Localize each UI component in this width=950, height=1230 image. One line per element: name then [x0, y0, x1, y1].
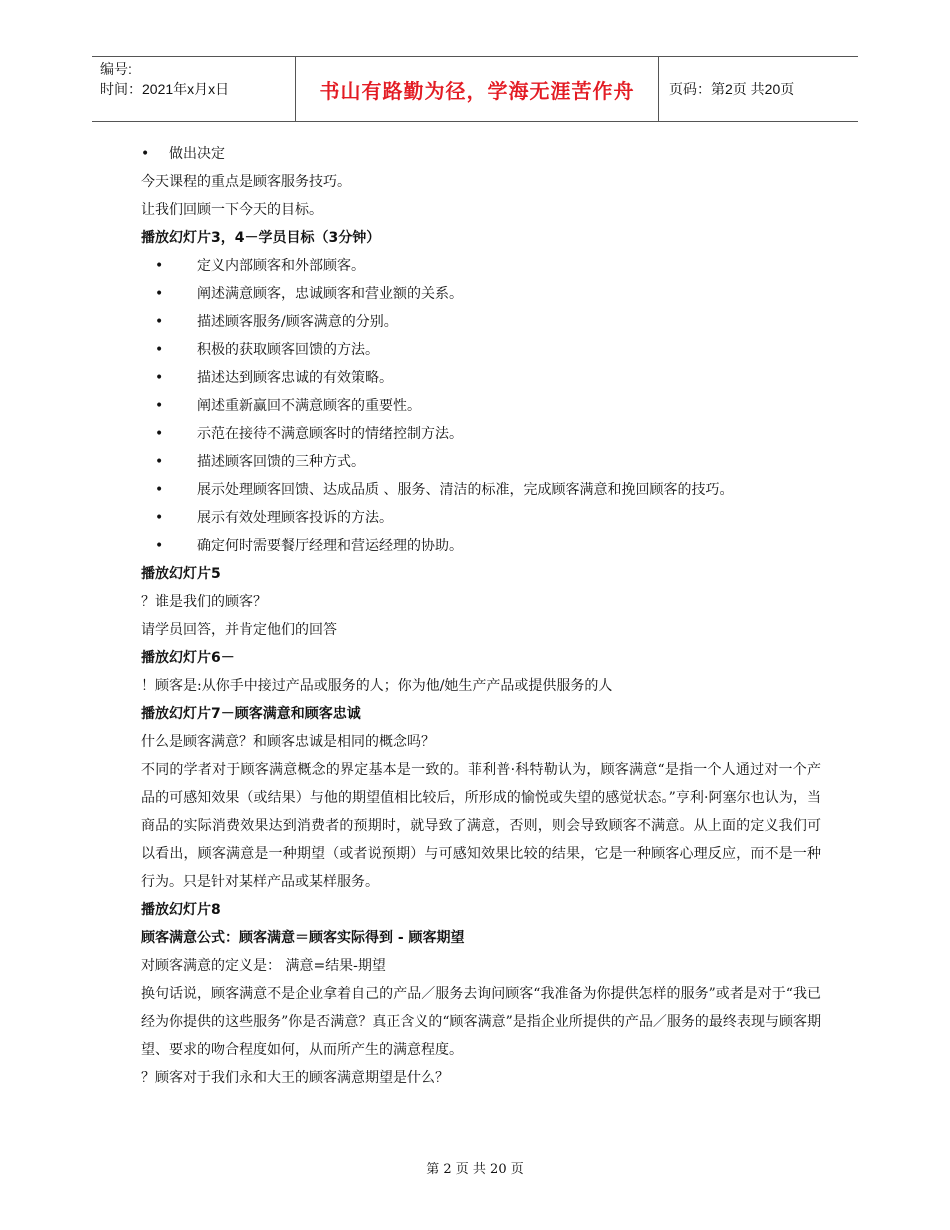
section-heading: 顾客满意公式：顾客满意＝顾客实际得到 - 顾客期望	[141, 930, 465, 946]
goals-list	[141, 252, 821, 560]
list-item: • 描述达到顾客忠诚的有效策略。	[141, 364, 821, 392]
paragraph: ！顾客是:从你手中接过产品或服务的人；你为他/她生产产品或提供服务的人	[141, 678, 613, 694]
list-item: • 描述顾客回馈的三种方式。	[141, 448, 821, 476]
header-meta	[92, 57, 295, 121]
section-heading: 播放幻灯片6－	[141, 650, 235, 666]
paragraph: 换句话说，顾客满意不是企业拿着自己的产品／服务去询问顾客“我准备为你提供怎样的服务”或者是对于“我已经为你提供的这些服务”你是否满意？真正含义的“顾客满意”是指企业所提供的产品／服务的最终表现与顾客期望、要求的吻合程度如何，从而所产生的满意程度。	[141, 986, 821, 1058]
paragraph: 什么是顾客满意？和顾客忠诚是相同的概念吗？	[141, 734, 435, 750]
page-header	[92, 56, 858, 122]
paragraph: 对顾客满意的定义是： 满意=结果-期望	[141, 958, 386, 974]
bullet-icon: •	[141, 146, 150, 162]
bullet-icon: •	[155, 426, 164, 442]
paragraph: 不同的学者对于顾客满意概念的界定基本是一致的。菲利普·科特勒认为，顾客满意“是指一个人通过对一个产品的可感知效果（或结果）与他的期望值相比较后，所形成的愉悦或失望的感觉状态。”亨利·阿塞尔也认为，当商品的实际消费效果达到消费者的预期时，就导致了满意，否则，则会导致顾客不满意。从上面的定义我们可以看出，顾客满意是一种期望（或者说预期）与可感知效果比较的结果，它是一种顾客心理反应，而不是一种行为。只是针对某样产品或某样服务。	[141, 762, 821, 890]
motto: 书山有路勤为径，学海无涯苦作舟	[295, 57, 659, 121]
bullet-icon: •	[155, 314, 164, 330]
bullet-icon: •	[155, 454, 164, 470]
section-heading: 播放幻灯片7－顾客满意和顾客忠诚	[141, 706, 361, 722]
bullet-icon: •	[155, 538, 164, 554]
number-label: 编号:	[100, 61, 132, 77]
paragraph: 请学员回答，并肯定他们的回答	[141, 622, 337, 638]
bullet-icon: •	[155, 258, 164, 274]
list-item: • 积极的获取顾客回馈的方法。	[141, 336, 821, 364]
list-item: • 做出决定	[141, 140, 821, 168]
list-item: • 阐述重新赢回不满意顾客的重要性。	[141, 392, 821, 420]
list-item: • 展示有效处理顾客投诉的方法。	[141, 504, 821, 532]
section-heading: 播放幻灯片5	[141, 566, 221, 582]
bullet-icon: •	[155, 286, 164, 302]
time-label: 时间：2021年x月x日	[100, 81, 230, 97]
section-heading: 播放幻灯片8	[141, 902, 221, 918]
bullet-icon: •	[155, 398, 164, 414]
list-item: • 展示处理顾客回馈、达成品质 、服务、清洁的标准，完成顾客满意和挽回顾客的技巧。	[141, 476, 821, 504]
bullet-icon: •	[155, 342, 164, 358]
page-footer: 第 2 页 共 20 页	[426, 1162, 524, 1177]
list-item: • 确定何时需要餐厅经理和营运经理的协助。	[141, 532, 821, 560]
document-body	[141, 140, 821, 1092]
list-item: • 定义内部顾客和外部顾客。	[141, 252, 821, 280]
paragraph: ？谁是我们的顾客？	[141, 594, 267, 610]
bullet-icon: •	[155, 370, 164, 386]
section-heading: 播放幻灯片3，4－学员目标（3分钟）	[141, 230, 381, 246]
paragraph: 让我们回顾一下今天的目标。	[141, 202, 323, 218]
page-indicator: 页码：第2页 共20页	[669, 81, 795, 97]
paragraph: ？顾客对于我们永和大王的顾客满意期望是什么？	[141, 1070, 449, 1086]
list-item: • 阐述满意顾客，忠诚顾客和营业额的关系。	[141, 280, 821, 308]
bullet-icon: •	[155, 482, 164, 498]
list-item: • 示范在接待不满意顾客时的情绪控制方法。	[141, 420, 821, 448]
paragraph: 今天课程的重点是顾客服务技巧。	[141, 174, 351, 190]
bullet-icon: •	[155, 510, 164, 526]
list-item: • 描述顾客服务/顾客满意的分别。	[141, 308, 821, 336]
